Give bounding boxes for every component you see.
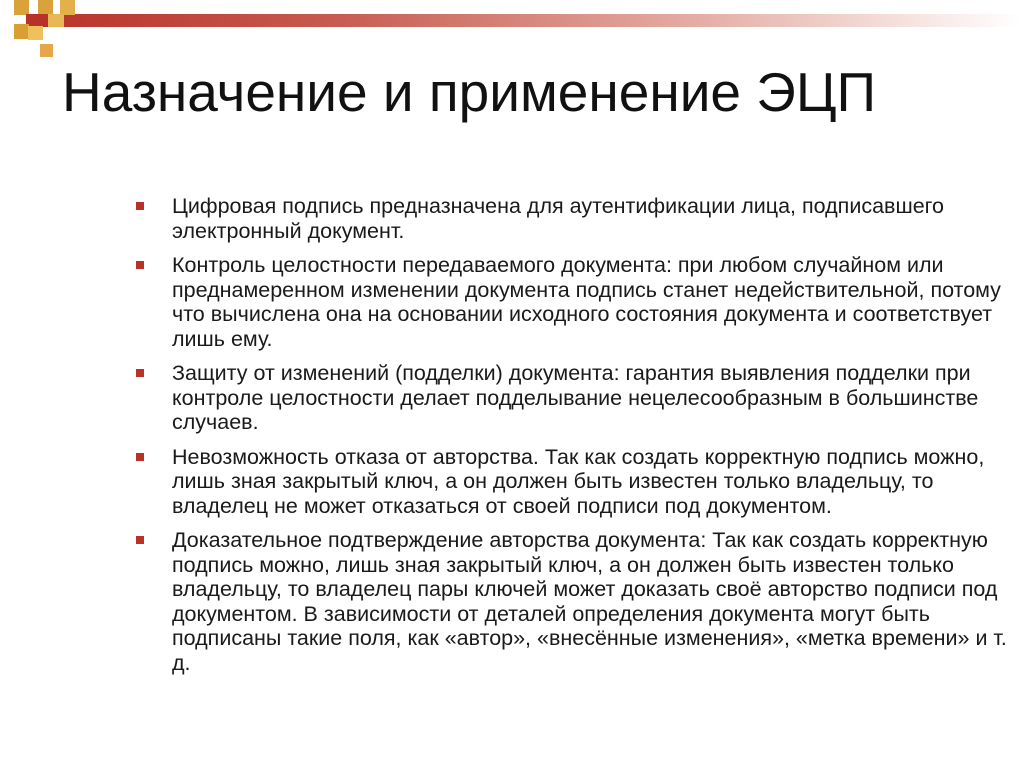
bullet-square-icon bbox=[136, 536, 144, 544]
decor-square bbox=[40, 44, 53, 57]
decor-square bbox=[14, 0, 29, 15]
bullet-text: Доказательное подтверждение авторства документа: Так как создать корректную подпись можно, лишь зная закрытый ключ, а он должен быть известен только владельцу, то владелец пары ключей может доказать своё авторство подписи под документом. В зависимости от деталей определения документа могут быть подписаны такие поля, как «автор», «внесённые изменения», «метка времени» и т. д. bbox=[172, 528, 1007, 675]
decor-square bbox=[14, 24, 29, 39]
decor-square bbox=[28, 26, 43, 40]
bullet-item bbox=[130, 361, 1010, 435]
bullet-square-icon bbox=[136, 202, 144, 210]
bullet-item bbox=[130, 194, 1010, 243]
bullet-text: Цифровая подпись предназначена для аутентификации лица, подписавшего электронный документ. bbox=[172, 194, 944, 243]
bullet-square-icon bbox=[136, 369, 144, 377]
decor-square bbox=[60, 0, 75, 15]
header-gradient-bar bbox=[30, 14, 1020, 27]
bullet-text: Защиту от изменений (подделки) документа: гарантия выявления подделки при контроле целостности делает подделывание нецелесообразным в большинстве случаев. bbox=[172, 361, 979, 434]
bullet-text: Контроль целостности передаваемого документа: при любом случайном или преднамеренном изменении документа подпись станет недействительной, потому что вычислена она на основании исходного состояния документа и соответствует лишь ему. bbox=[172, 253, 1001, 351]
bullet-item bbox=[130, 528, 1010, 675]
decor-square bbox=[38, 0, 53, 15]
bullet-text: Невозможность отказа от авторства. Так как создать корректную подпись можно, лишь зная закрытый ключ, а он должен быть известен только владельцу, то владелец не может отказаться от своей подписи под документом. bbox=[172, 444, 985, 518]
bullet-list bbox=[130, 194, 1010, 685]
bullet-item bbox=[130, 253, 1010, 351]
slide-title: Назначение и применение ЭЦП bbox=[62, 61, 877, 123]
decor-square bbox=[48, 14, 64, 27]
bullet-item bbox=[130, 445, 1010, 519]
bullet-square-icon bbox=[136, 261, 144, 269]
bullet-square-icon bbox=[136, 453, 144, 461]
